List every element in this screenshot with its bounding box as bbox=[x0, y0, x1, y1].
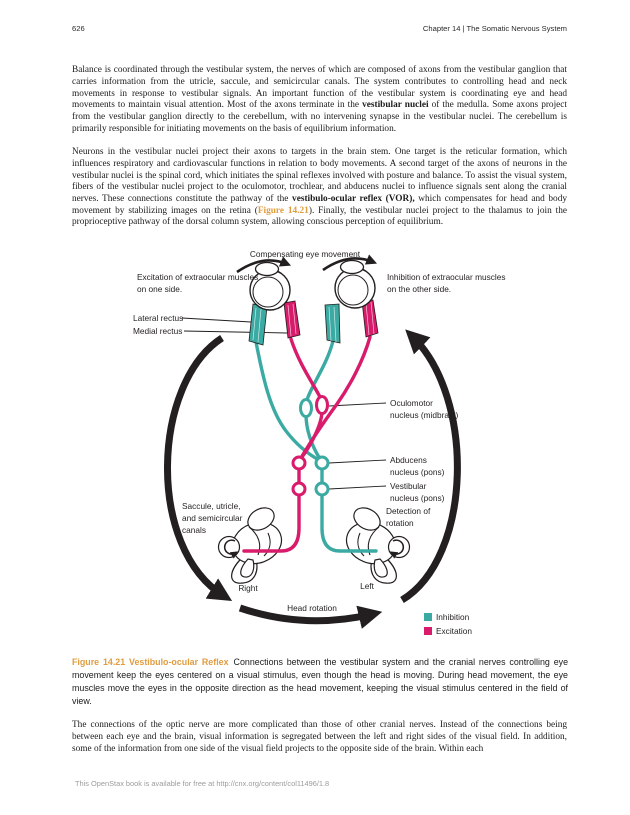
label-left-ear: Left bbox=[360, 581, 374, 591]
legend-swatch-inhibition bbox=[424, 613, 432, 621]
lateral-rectus-muscle-right-eye bbox=[325, 304, 340, 343]
abducens-nucleus-node-teal bbox=[316, 457, 328, 469]
page-header bbox=[72, 24, 567, 33]
page-number: 626 bbox=[72, 24, 85, 33]
label-detection-line1: Detection of bbox=[386, 506, 431, 516]
paragraph-vestibular-system bbox=[72, 65, 567, 135]
label-lateral-rectus: Lateral rectus bbox=[133, 313, 184, 323]
medial-rectus-leader-line bbox=[184, 331, 287, 333]
bold-vestibular-nuclei: vestibular nuclei bbox=[362, 100, 429, 111]
label-medial-rectus: Medial rectus bbox=[133, 326, 183, 336]
paragraph-vestibular-nuclei bbox=[72, 147, 567, 229]
label-compensating-eye-movement: Compensating eye movement bbox=[249, 249, 361, 259]
bold-vor: vestibulo-ocular reflex (VOR), bbox=[292, 193, 415, 204]
para1-text-cont: of the medulla. Some axons project from the vestibular ganglion directly to the cerebellum, with no intervening synapse in the vestibular nuclei. The cerebellum is primarily responsible for initiating movements on the basis of equilibrium information. bbox=[72, 100, 568, 134]
paragraph-optic-nerve: The connections of the optic nerve are more complicated than those of other cranial nerves. Instead of the connections being between each eye and the brain, visual information is segregated between the left and right sides of the visual field. In addition, some of the information from one side of the visual field projects to the opposite side of the brain. Within each bbox=[72, 720, 567, 754]
label-vestibular-line2: nucleus (pons) bbox=[390, 493, 445, 503]
figure-legend bbox=[424, 612, 472, 636]
label-oculomotor-line1: Oculomotor bbox=[390, 398, 433, 408]
legend-swatch-excitation bbox=[424, 627, 432, 635]
label-excitation-line2: on one side. bbox=[137, 284, 183, 294]
para1-text: Balance is coordinated through the vestibular system, the nerves of which are composed of axons from the vestibular ganglion that carries information from the utricle, saccule, and semicircular canals. The system contributes to controlling head and neck movements in response to vestibular signals. An important function of the vestibular system is coordinating eye and head movements to maintain visual attention. Most of the axons terminate in the bbox=[72, 65, 567, 111]
para2-text: Neurons in the vestibular nuclei project their axons to targets in the brain stem. One target is the reticular formation, which influences respiratory and cardiovascular functions in relation to body movements. A second target of the axons of neurons in the vestibular nuclei is the spinal cord, which initiates the spinal reflexes involved with posture and balance. To assist the visual system, fibers of the vestibular nuclei project to the oculomotor, trochlear, and abducens nuclei to influence signals sent along the cranial nerves. These connections constitute the pathway of the bbox=[72, 147, 567, 204]
openstax-footer: This OpenStax book is available for free at http://cnx.org/content/col11496/1.8 bbox=[75, 779, 330, 788]
label-excitation-line1: Excitation of extraocular muscles bbox=[137, 272, 259, 282]
legend-label-inhibition: Inhibition bbox=[436, 612, 470, 622]
label-oculomotor-line2: nucleus (midbrain) bbox=[390, 410, 459, 420]
label-saccule-line1: Saccule, utricle, bbox=[182, 501, 241, 511]
left-eye bbox=[250, 263, 290, 311]
figure-caption-label: Figure 14.21 Vestibulo-ocular Reflex bbox=[72, 656, 229, 667]
label-detection-line2: rotation bbox=[386, 518, 414, 528]
label-abducens-line2: nucleus (pons) bbox=[390, 467, 445, 477]
excitation-fiber-medial bbox=[301, 337, 370, 458]
medial-rectus-muscle-left-eye bbox=[284, 301, 300, 338]
label-saccule-line2: and semicircular bbox=[182, 513, 243, 523]
legend-label-excitation: Excitation bbox=[436, 626, 472, 636]
label-inhibition-line1: Inhibition of extraocular muscles bbox=[387, 272, 506, 282]
figure-14-21-diagram bbox=[120, 248, 520, 645]
abducens-leader-line bbox=[329, 460, 386, 463]
right-eye bbox=[335, 261, 375, 309]
para2-text-end: ). Finally, the vestibular nuclei project to the thalamus to join the proprioceptive pathway of the dorsal column system, allowing conscious perception of equilibrium. bbox=[72, 205, 567, 228]
para2-text-cont: which compensates for head and body movement by stabilizing images on the retina ( bbox=[72, 193, 567, 216]
chapter-title: Chapter 14 | The Somatic Nervous System bbox=[422, 24, 567, 33]
label-saccule-line3: canals bbox=[182, 525, 206, 535]
head-rotation-arc-left bbox=[167, 338, 224, 596]
left-eye-cornea bbox=[256, 263, 279, 276]
label-right-ear: Right bbox=[238, 583, 258, 593]
figure-14-21-link[interactable]: Figure 14.21 bbox=[257, 205, 309, 216]
figure-caption-text: Connections between the vestibular system and the cranial nerves controlling eye movement keep the eyes centered on a visual stimulus, even though the head is moving. During head movement, the eye muscles move the eyes in the opposite direction as the head movement, keeping the visual stimulus centered in the field of view. bbox=[72, 656, 568, 706]
label-inhibition-line2: on the other side. bbox=[387, 284, 452, 294]
right-eye-cornea bbox=[341, 261, 364, 274]
label-abducens-line1: Abducens bbox=[390, 455, 427, 465]
vestibular-leader-line bbox=[329, 486, 386, 489]
figure-caption bbox=[72, 656, 568, 708]
label-vestibular-line1: Vestibular bbox=[390, 481, 427, 491]
abducens-nucleus-node-pink bbox=[293, 457, 305, 469]
lateral-rectus-leader-line bbox=[182, 318, 251, 322]
vestibular-nucleus-node-teal bbox=[316, 483, 328, 495]
vestibular-nucleus-node-pink bbox=[293, 483, 305, 495]
oculomotor-nucleus-node-pink bbox=[317, 397, 328, 414]
label-head-rotation: Head rotation bbox=[287, 603, 337, 613]
oculomotor-nucleus-node-teal bbox=[301, 400, 312, 417]
